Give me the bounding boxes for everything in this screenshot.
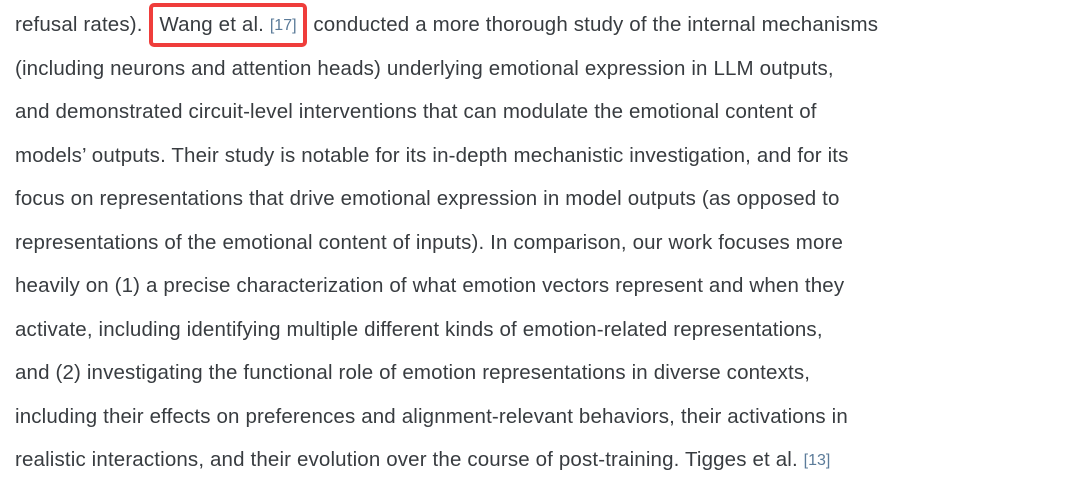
text-line — [15, 177, 1068, 221]
line-text: including their effects on preferences and alignment-relevant behaviors, their activations in — [15, 404, 848, 428]
citation-link-13[interactable]: [13] — [803, 452, 831, 469]
line-text: models’ outputs. Their study is notable for its in-depth mechanistic investigation, and for its — [15, 143, 849, 167]
line-text: and (2) investigating the functional role of emotion representations in diverse contexts, — [15, 361, 811, 384]
line-text: focus on representations that drive emotional expression in model outputs (as opposed to — [15, 187, 840, 210]
text-line — [15, 221, 1068, 265]
line-text: activate, including identifying multiple different kinds of emotion-related representations, — [15, 317, 823, 341]
text-line — [15, 3, 1068, 47]
text-line — [15, 351, 1068, 395]
highlighted-text: Wang et al. — [159, 13, 270, 36]
highlight-box — [149, 3, 306, 47]
line-text: (including neurons and attention heads) underlying emotional expression in LLM outputs, — [15, 56, 834, 80]
line-text: conducted a more thorough study of the internal mechanisms — [307, 13, 879, 36]
text-line — [15, 395, 1068, 439]
text-line — [15, 438, 1068, 482]
line-text: realistic interactions, and their evolution over the course of post-training. Tigges et al. — [15, 448, 804, 471]
line-text: heavily on (1) a precise characterization of what emotion vectors represent and when they — [15, 274, 845, 297]
line-text: representations of the emotional content of inputs). In comparison, our work focuses more — [15, 230, 844, 254]
citation-link-17[interactable]: [17] — [269, 17, 297, 34]
text-line — [15, 308, 1068, 352]
text-line — [15, 90, 1068, 134]
line-text: and demonstrated circuit-level interventions that can modulate the emotional content of — [15, 100, 817, 123]
text-line — [15, 134, 1068, 178]
line-text: refusal rates). — [15, 13, 149, 36]
text-line — [15, 264, 1068, 308]
text-line — [15, 47, 1068, 91]
paragraph — [15, 3, 1068, 482]
